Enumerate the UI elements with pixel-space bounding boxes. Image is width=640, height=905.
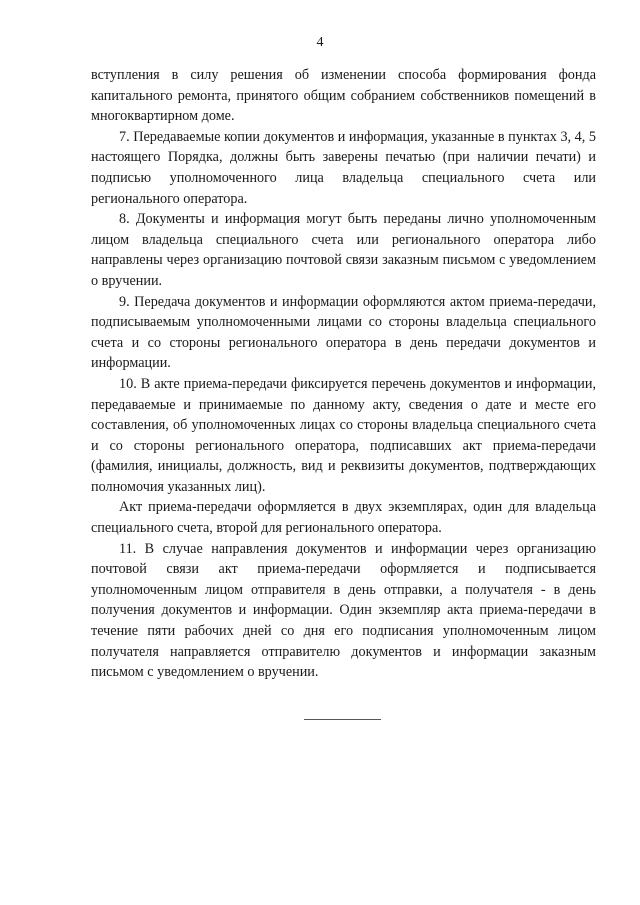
end-divider-line <box>304 719 381 720</box>
paragraph-item-11: 11. В случае направления документов и информации через организацию почтовой связи акт приема-передачи оформляется и подписывается уполномоченным лицом отправителя в день отправки, а получателя - в день получения документов и информации. Один экземпляр акта приема-передачи в течение пяти рабочих дней со дня его подписания уполномоченным лицом получателя направляется отправителю документов и информации заказным письмом с уведомлением о вручении. <box>91 540 596 681</box>
paragraph-item-7: 7. Передаваемые копии документов и информация, указанные в пунктах 3, 4, 5 настоящего Порядка, должны быть заверены печатью (при наличии печати) и подписью уполномоченного лица владельца специального счета или регионального оператора. <box>91 128 596 207</box>
paragraph-item-9: 9. Передача документов и информации оформляются актом приема-передачи, подписываемым уполномоченными лицами со стороны владельца специального счета и со стороны регионального оператора в день передачи документов и информации. <box>91 293 596 372</box>
document-body <box>91 65 596 683</box>
page-number: 4 <box>316 35 324 50</box>
paragraph-continuation: вступления в силу решения об изменении способа формирования фонда капитального ремонта, принятого общим собранием собственников помещений в многоквартирном доме. <box>91 67 596 125</box>
paragraph-item-10: 10. В акте приема-передачи фиксируется перечень документов и информации, передаваемые и принимаемые по данному акту, сведения о дате и месте его составления, об уполномоченных лицах со стороны владельца специального счета и со стороны регионального оператора, подписавших акт приема-передачи (фамилия, инициалы, должность, вид и реквизиты документов, подтверждающих полномочия указанных лиц). <box>91 375 596 495</box>
paragraph-item-10-act-copies: Акт приема-передачи оформляется в двух экземплярах, один для владельца специального счета, второй для регионального оператора. <box>91 499 596 537</box>
paragraph-item-8: 8. Документы и информация могут быть переданы лично уполномоченным лицом владельца специального счета или регионального оператора либо направлены через организацию почтовой связи заказным письмом с уведомлением о вручении. <box>91 211 596 289</box>
